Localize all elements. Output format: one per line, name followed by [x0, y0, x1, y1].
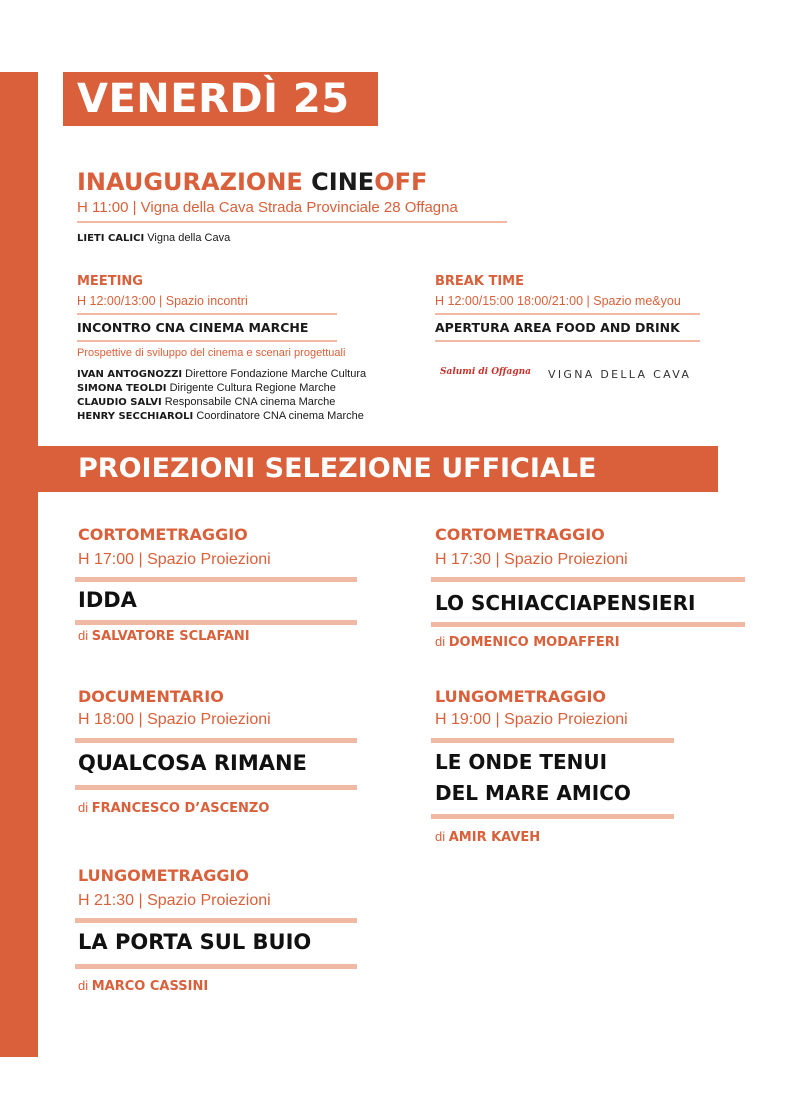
selection-title: PROIEZIONI SELEZIONE UFFICIALE	[38, 446, 718, 492]
director-name: AMIR KAVEH	[448, 830, 541, 845]
screening-title-line-2: DEL MARE AMICO	[435, 781, 631, 805]
director-name: DOMENICO MODAFFERI	[448, 635, 620, 650]
director-prefix: di	[78, 628, 92, 643]
meeting-description: Prospettive di sviluppo del cinema e scenari progettuali	[77, 347, 346, 359]
speaker-item	[77, 395, 335, 409]
divider	[75, 785, 357, 790]
screening-director	[78, 800, 269, 816]
divider	[77, 340, 337, 342]
note-bold: LIETI CALICI	[77, 233, 145, 244]
day-title: VENERDÌ 25	[63, 72, 378, 126]
screening-director	[78, 978, 208, 994]
speaker-name: SIMONA TEOLDI	[77, 383, 167, 394]
screening-time-place: H 19:00 | Spazio Proiezioni	[435, 711, 628, 728]
screening-category: LUNGOMETRAGGIO	[78, 866, 250, 885]
director-prefix: di	[78, 978, 92, 993]
cineoff-logo-cine: CINE	[311, 168, 375, 196]
speaker-role: Coordinatore CNA cinema Marche	[193, 410, 364, 422]
divider	[431, 577, 745, 582]
left-accent-bar	[0, 72, 38, 1057]
director-prefix: di	[435, 829, 449, 844]
break-time-time-place: H 12:00/15:00 18:00/21:00 | Spazio me&you	[435, 294, 681, 308]
inauguration-note	[77, 232, 230, 244]
cineoff-logo-off: OFF	[374, 168, 428, 196]
director-prefix: di	[435, 634, 449, 649]
speaker-name: IVAN ANTOGNOZZI	[77, 369, 183, 380]
speaker-item	[77, 367, 366, 381]
inauguration-time-place: H 11:00 | Vigna della Cava Strada Provinciale 28 Offagna	[77, 199, 458, 216]
inauguration-title-word: INAUGURAZIONE	[77, 168, 312, 196]
screening-director	[78, 628, 250, 644]
divider	[431, 738, 674, 743]
screening-category: CORTOMETRAGGIO	[435, 525, 605, 544]
screening-time-place: H 18:00 | Spazio Proiezioni	[78, 711, 271, 728]
screening-title-line-1: LE ONDE TENUI	[435, 750, 608, 774]
break-time-label: BREAK TIME	[435, 274, 524, 289]
director-name: MARCO CASSINI	[91, 979, 209, 994]
divider	[77, 221, 507, 223]
screening-title: LA PORTA SUL BUIO	[78, 930, 312, 954]
speaker-name: HENRY SECCHIAROLI	[77, 411, 194, 422]
screening-time-place: H 21:30 | Spazio Proiezioni	[78, 892, 271, 909]
divider	[75, 620, 357, 625]
screening-director	[435, 634, 620, 650]
speaker-item	[77, 409, 364, 423]
inauguration-title	[77, 168, 427, 196]
meeting-time-place: H 12:00/13:00 | Spazio incontri	[77, 294, 248, 308]
speaker-name: CLAUDIO SALVI	[77, 397, 162, 408]
director-name: SALVATORE SCLAFANI	[91, 629, 250, 644]
screening-title: LO SCHIACCIAPENSIERI	[435, 591, 696, 615]
screening-title: IDDA	[78, 588, 137, 612]
screening-category: CORTOMETRAGGIO	[78, 525, 248, 544]
speaker-role: Direttore Fondazione Marche Cultura	[182, 368, 367, 380]
screening-time-place: H 17:30 | Spazio Proiezioni	[435, 551, 628, 568]
meeting-title: INCONTRO CNA CINEMA MARCHE	[77, 320, 309, 335]
divider	[75, 918, 357, 923]
divider	[435, 340, 700, 342]
divider	[431, 622, 745, 627]
speaker-item	[77, 381, 336, 395]
divider	[75, 738, 357, 743]
break-time-title: APERTURA AREA FOOD AND DRINK	[435, 320, 680, 335]
screening-category: DOCUMENTARIO	[78, 687, 224, 706]
screening-category: LUNGOMETRAGGIO	[435, 687, 607, 706]
divider	[75, 964, 357, 969]
director-name: FRANCESCO D’ASCENZO	[91, 801, 270, 816]
vigna-della-cava-logo: VIGNA DELLA CAVA	[548, 368, 692, 381]
salumi-di-offagna-logo: Salumi di Offagna	[440, 367, 531, 377]
divider	[75, 577, 357, 582]
meeting-label: MEETING	[77, 274, 143, 289]
screening-director	[435, 829, 540, 845]
screening-title: QUALCOSA RIMANE	[78, 751, 307, 775]
speaker-role: Dirigente Cultura Regione Marche	[166, 382, 336, 394]
note-text: Vigna della Cava	[144, 232, 231, 244]
speaker-role: Responsabile CNA cinema Marche	[161, 396, 336, 408]
divider	[435, 313, 700, 315]
divider	[77, 313, 337, 315]
screening-time-place: H 17:00 | Spazio Proiezioni	[78, 551, 271, 568]
director-prefix: di	[78, 800, 92, 815]
divider	[431, 814, 674, 819]
